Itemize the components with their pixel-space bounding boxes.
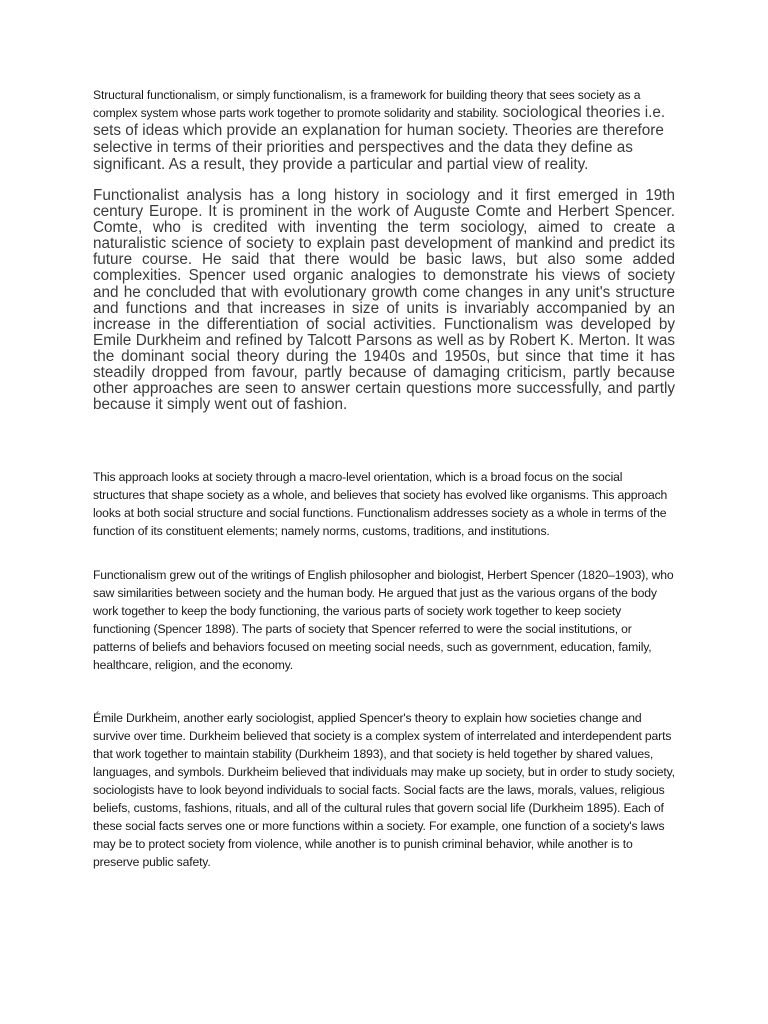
paragraph-history: Functionalist analysis has a long history in sociology and it first emerged in 19th century Europe. It is prominent in the work of Auguste Comte and Herbert Spencer. Comte, who is credited with inventing the term sociology, aimed to create a naturalistic science of society to explain past development of mankind and predict its future course. He said that there would be basic laws, but also some added complexities. Spencer used organic analogies to demonstrate his views of society and he concluded that with evolutionary growth come changes in any unit's structure and functions and that increases in size of units is invariably accompanied by an increase in the differentiation of social activities. Functionalism was developed by Emile Durkheim and refined by Talcott Parsons as well as by Robert K. Merton. It was the dominant social theory during the 1940s and 1950s, but since that time it has steadily dropped from favour, partly because of damaging criticism, partly because other approaches are seen to answer certain questions more successfully, and partly because it simply went out of fashion. (93, 187, 675, 414)
paragraph-spencer: Functionalism grew out of the writings of English philosopher and biologist, Herbert Spencer (1820–1903), who saw similarities between society and the human body. He argued that just as the various organs of the body work together to keep the body functioning, the various parts of society work together to keep society functioning (Spencer 1898). The parts of society that Spencer referred to were the social institutions, or patterns of beliefs and behaviors focused on meeting social needs, such as government, education, family, healthcare, religion, and the economy. (93, 568, 674, 672)
paragraph-intro-part-b: sociological theories i.e. sets of ideas which provide an explanation for human society. Theories are therefore selective in terms of their priorities and perspectives and the data they define as significant. As a result, they provide a particular and partial view of reality. (93, 104, 666, 174)
paragraph-intro (93, 86, 675, 173)
paragraph-intro-part-a: Structural functionalism, or simply functionalism, is a framework for building theory that sees society as a complex system whose parts work together to promote solidarity and stability. (93, 88, 641, 120)
paragraph-macro-orientation: This approach looks at society through a macro-level orientation, which is a broad focus on the social structures that shape society as a whole, and believes that society has evolved like organisms. This approach looks at both social structure and social functions. Functionalism addresses society as a whole in terms of the function of its constituent elements; namely norms, customs, traditions, and institutions. (93, 470, 668, 538)
paragraph-durkheim: Émile Durkheim, another early sociologist, applied Spencer's theory to explain how societies change and survive over time. Durkheim believed that society is a complex system of interrelated and interdependent parts that work together to maintain stability (Durkheim 1893), and that society is held together by shared values, languages, and symbols. Durkheim believed that individuals may make up society, but in order to study society, sociologists have to look beyond individuals to social facts. Social facts are the laws, morals, values, religious beliefs, customs, fashions, rituals, and all of the cultural rules that govern social life (Durkheim 1895). Each of these social facts serves one or more functions within a society. For example, one function of a society's laws may be to protect society from violence, while another is to punish criminal behavior, while another is to preserve public safety. (93, 711, 675, 869)
